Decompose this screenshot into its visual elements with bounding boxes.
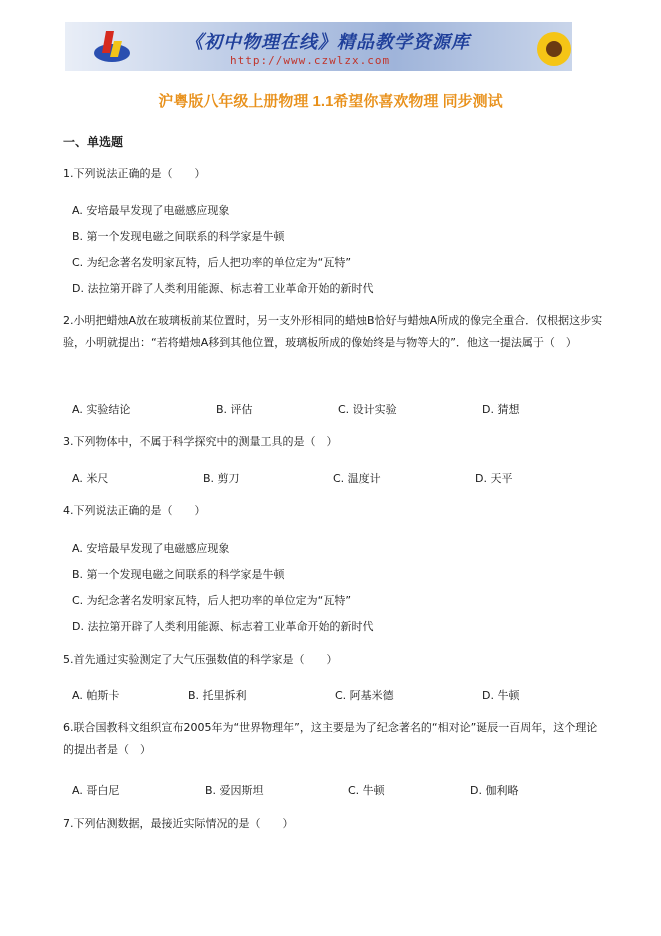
q4-option-a: A. 安培最早发现了电磁感应现象 — [72, 542, 230, 555]
question-3: 3.下列物体中，不属于科学探究中的测量工具的是（ ） — [63, 435, 338, 448]
banner-title: 《初中物理在线》精品教学资源库 — [185, 32, 470, 53]
q4-option-d: D. 法拉第开辟了人类利用能源、标志着工业革命开始的新时代 — [72, 620, 374, 633]
sunflower-icon — [535, 30, 572, 68]
q6-option-a: A. 哥白尼 — [72, 784, 120, 797]
q5-option-c: C. 阿基米德 — [335, 689, 394, 702]
q5-option-d: D. 牛顿 — [482, 689, 520, 702]
q3-option-a: A. 米尺 — [72, 472, 109, 485]
q4-option-c: C. 为纪念著名发明家瓦特，后人把功率的单位定为“瓦特” — [72, 594, 352, 607]
q6-option-c: C. 牛顿 — [348, 784, 385, 797]
q1-option-b: B. 第一个发现电磁之间联系的科学家是牛顿 — [72, 230, 285, 243]
q3-option-c: C. 温度计 — [333, 472, 381, 485]
q6-option-d: D. 伽利略 — [470, 784, 519, 797]
q2-option-d: D. 猜想 — [482, 403, 520, 416]
question-6: 6.联合国教科文组织宣布2005年为“世界物理年”，这主要是为了纪念著名的“相对论”诞辰一百周年，这个理论的提出者是（ ） — [63, 721, 598, 756]
section-heading: 一、单选题 — [63, 135, 124, 149]
banner-url: http://www.czwlzx.com — [230, 54, 391, 67]
header-banner — [65, 22, 572, 71]
q5-option-a: A. 帕斯卡 — [72, 689, 120, 702]
q2-option-a: A. 实验结论 — [72, 403, 131, 416]
q5-option-b: B. 托里拆利 — [188, 689, 247, 702]
q3-option-b: B. 剪刀 — [203, 472, 240, 485]
question-1: 1.下列说法正确的是（ ） — [63, 167, 206, 180]
q1-option-c: C. 为纪念著名发明家瓦特，后人把功率的单位定为“瓦特” — [72, 256, 352, 269]
question-5: 5.首先通过实验测定了大气压强数值的科学家是（ ） — [63, 653, 338, 666]
q2-option-b: B. 评估 — [216, 403, 253, 416]
question-2: 2.小明把蜡烛A放在玻璃板前某位置时，另一支外形相同的蜡烛B恰好与蜡烛A所成的像完全重合．仅根据这步实验，小明就提出：“若将蜡烛A移到其他位置，玻璃板所成的像始终是与物等大的”．他这一提法属于（ ） — [63, 314, 603, 349]
document-title: 沪粤版八年级上册物理 1.1希望你喜欢物理 同步测试 — [158, 93, 503, 110]
q2-option-c: C. 设计实验 — [338, 403, 397, 416]
q1-option-a: A. 安培最早发现了电磁感应现象 — [72, 204, 230, 217]
q6-option-b: B. 爱因斯坦 — [205, 784, 264, 797]
question-7: 7.下列估测数据，最接近实际情况的是（ ） — [63, 817, 294, 830]
question-4: 4.下列说法正确的是（ ） — [63, 504, 206, 517]
q4-option-b: B. 第一个发现电磁之间联系的科学家是牛顿 — [72, 568, 285, 581]
site-logo-icon — [92, 27, 132, 67]
q1-option-d: D. 法拉第开辟了人类利用能源、标志着工业革命开始的新时代 — [72, 282, 374, 295]
q3-option-d: D. 天平 — [475, 472, 513, 485]
